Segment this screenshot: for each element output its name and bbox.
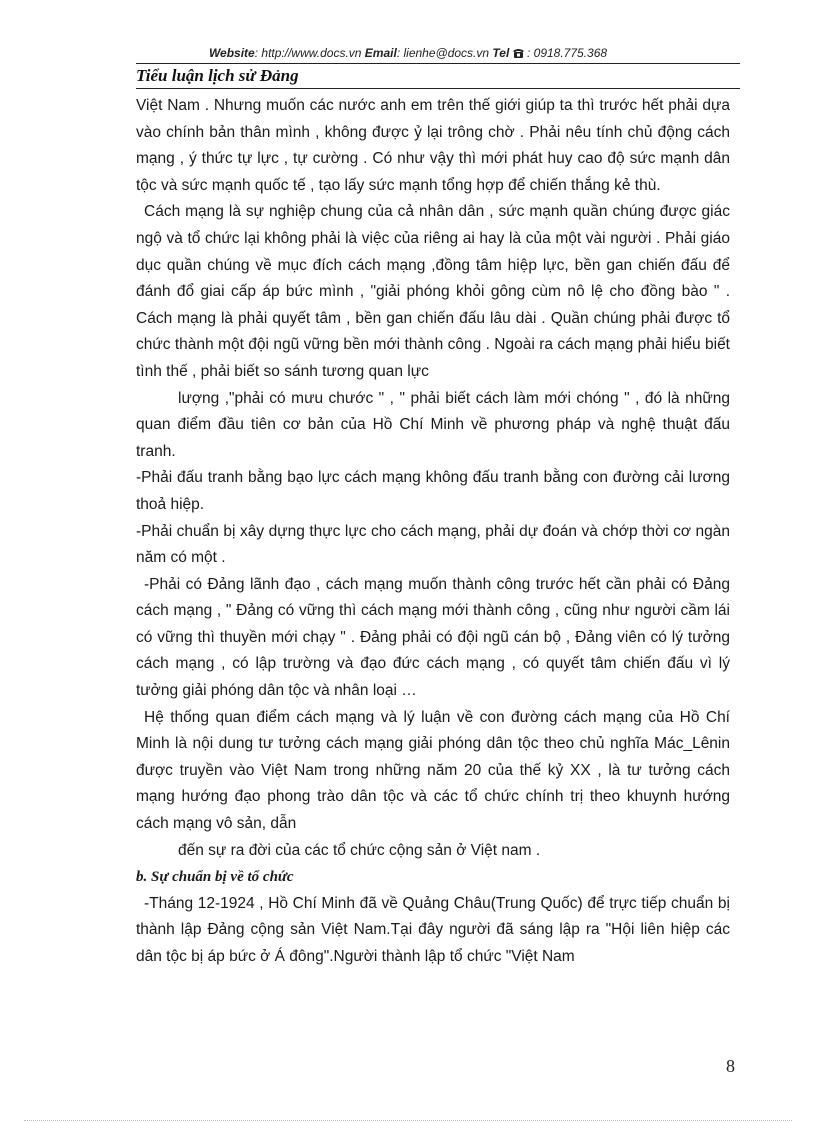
website-label: Website: [208, 46, 255, 60]
header-divider: [136, 63, 740, 64]
paragraph: lượng ,"phải có mưu chước " , " phải biết cách làm mới chóng " , đó là những quan điểm đầu tiên cơ bản của Hồ Chí Minh về phương pháp và nghệ thuật đấu tranh.: [136, 389, 730, 460]
page-header: [0, 46, 816, 60]
tel-value: : 0918.775.368: [526, 46, 608, 60]
title-underline: [136, 88, 740, 89]
paragraph: Cách mạng là sự nghiệp chung của cả nhân dân , sức mạnh quần chúng được giác ngộ và tổ chức lại không phải là việc của riêng ai hay là của một vài người . Phải giáo dục quần chúng về mục đích cách mạng ,đồng tâm hiệp lực, bền gan chiến đấu để đánh đổ giai cấp áp bức mình , "giải phóng khỏi gông cùm nô lệ cho đồng bào " . Cách mạng là phải quyết tâm , bền gan chiến đấu lâu dài . Quần chúng phải được tổ chức thành một đội ngũ vững bền mới thành công . Ngoài ra cách mạng phải hiểu biết tình thế , phải biết so sánh tương quan lực: [136, 203, 730, 380]
paragraph: Việt Nam . Nhưng muốn các nước anh em trên thế giới giúp ta thì trước hết phải dựa vào chính bản thân mình , không được ỷ lại trông chờ . Phải nêu tính chủ động cách mạng , ý thức tự lực , tự cường . Có như vậy thì mới phát huy cao độ sức mạnh dân tộc và sức mạnh quốc tế , tạo lấy sức mạnh tổng hợp để chiến thắng kẻ thù.: [136, 97, 730, 194]
email-label: Email: [364, 46, 397, 60]
footer-divider: [24, 1120, 792, 1121]
paragraph: Hệ thống quan điểm cách mạng và lý luận về con đường cách mạng của Hồ Chí Minh là nội dung tư tưởng cách mạng giải phóng dân tộc theo chủ nghĩa Mác_Lênin được truyền vào Việt Nam trong những năm 20 của thế kỷ XX , là tư tưởng cách mạng hướng đạo phong trào dân tộc và các tổ chức chính trị theo khuynh hướng cách mạng vô sản, dẫn: [136, 708, 730, 833]
page-number: 8: [726, 1056, 735, 1076]
tel-label: Tel: [492, 46, 510, 60]
phone-icon: [513, 46, 527, 60]
document-title: Tiểu luận lịch sử Đảng: [136, 66, 299, 85]
section-heading: b. Sự chuẩn bị về tổ chức: [136, 869, 294, 886]
document-body: [136, 93, 730, 971]
paragraph: -Tháng 12-1924 , Hồ Chí Minh đã về Quảng Châu(Trung Quốc) để trực tiếp chuẩn bị thành lập Đảng cộng sản Việt Nam.Tại đây người đã sáng lập ra "Hội liên hiệp các dân tộc bị áp bức ở Á đông".Người thành lập tổ chức "Việt Nam: [136, 894, 730, 965]
paragraph: -Phải có Đảng lãnh đạo , cách mạng muốn thành công trước hết cần phải có Đảng cách mạng , " Đảng có vững thì cách mạng mới thành công , cũng như người cầm lái có vững thì thuyền mới chạy " . Đảng phải có đội ngũ cán bộ , Đảng viên có lý tưởng cách mạng , có lập trường và đạo đức cách mạng , có quyết tâm chiến đấu vì lý tưởng giải phóng dân tộc và nhân loại …: [136, 575, 730, 700]
website-value: : http://www.docs.vn: [254, 46, 362, 60]
paragraph: -Phải chuẩn bị xây dựng thực lực cho cách mạng, phải dự đoán và chớp thời cơ ngàn năm có một .: [136, 522, 730, 567]
email-value: : lienhe@docs.vn: [396, 46, 490, 60]
paragraph: đến sự ra đời của các tổ chức cộng sản ở Việt nam .: [178, 841, 541, 859]
paragraph: -Phải đấu tranh bằng bạo lực cách mạng không đấu tranh bằng con đường cải lương thoả hiệp.: [136, 469, 730, 513]
